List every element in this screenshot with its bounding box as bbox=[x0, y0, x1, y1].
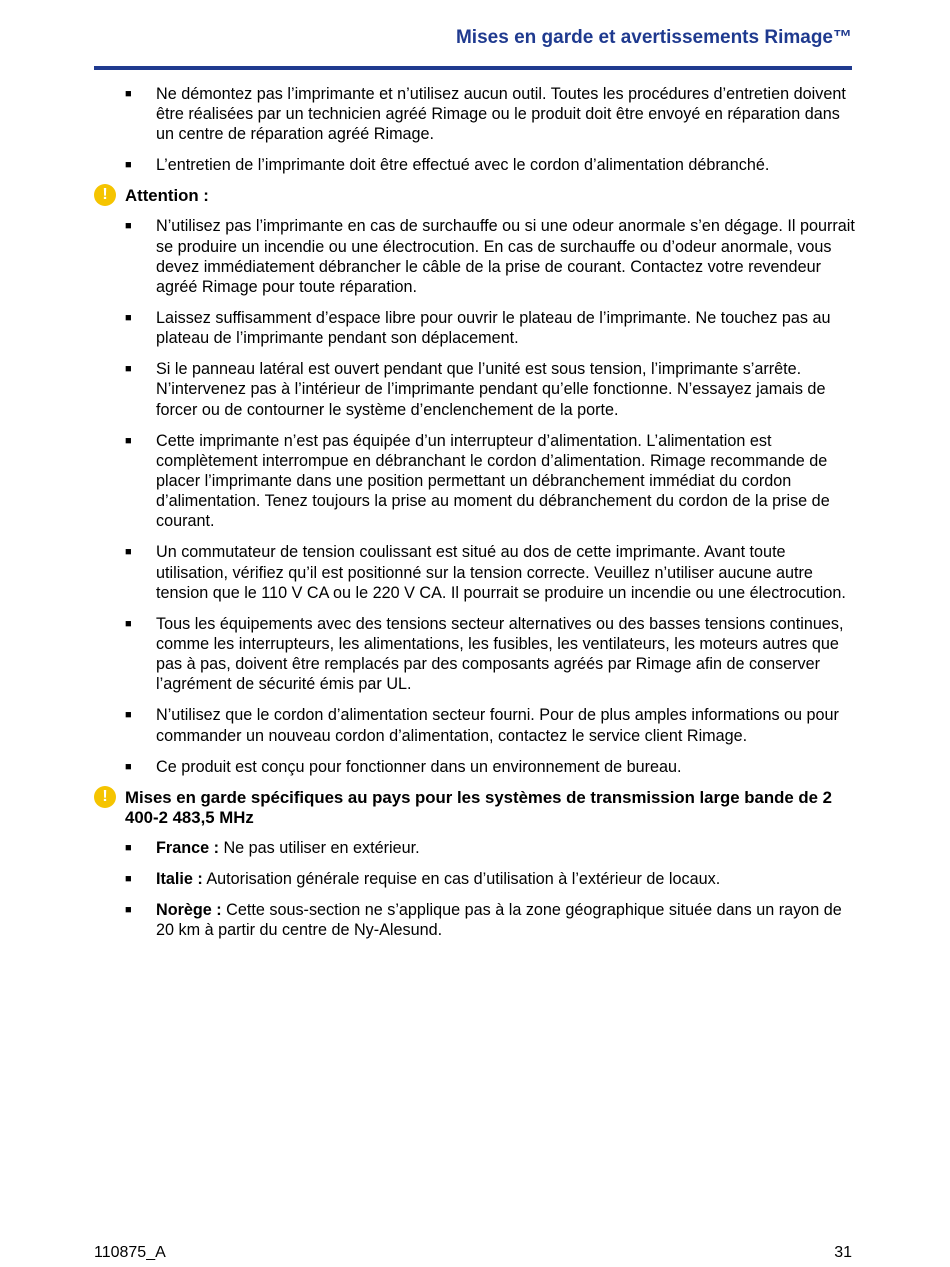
bullet-marker: ■ bbox=[125, 872, 132, 885]
bullet-marker: ■ bbox=[125, 617, 132, 630]
list-item bbox=[94, 869, 859, 889]
attention-heading-block bbox=[94, 186, 859, 206]
country-label: Italie : bbox=[156, 869, 203, 888]
bullet-marker: ■ bbox=[125, 312, 132, 325]
bullet-marker: ■ bbox=[125, 709, 132, 722]
bullet-marker: ■ bbox=[125, 363, 132, 376]
document-number: 110875_A bbox=[94, 1244, 166, 1261]
country-warnings-heading: Mises en garde spécifiques au pays pour les systèmes de transmission large bande de 2 400-2 483,5 MHz bbox=[125, 787, 832, 827]
list-item: ■ Laissez suffisamment d’espace libre pour ouvrir le plateau de l’imprimante. Ne touchez pas au plateau de l’imprimante pendant son déplacement. bbox=[125, 309, 831, 348]
warning-icon: ! bbox=[94, 786, 116, 808]
bullet-marker: ■ bbox=[125, 760, 132, 773]
list-item: ■ Ne démontez pas l’imprimante et n’utilisez aucun outil. Toutes les procédures d’entretien doivent être réalisées par un technicien agréé Rimage ou le produit doit être envoyé en réparation dans un centre de réparation agréé Rimage. bbox=[125, 85, 846, 144]
attention-bullet-list bbox=[94, 216, 859, 776]
list-item: ■ N’utilisez que le cordon d’alimentation secteur fourni. Pour de plus amples informations ou pour commander un nouveau cordon d’alimentation, contactez le service client Rimage. bbox=[125, 706, 839, 745]
country-label: France : bbox=[156, 838, 219, 857]
page-header-title: Mises en garde et avertissements Rimage™ bbox=[455, 27, 852, 48]
warning-icon: ! bbox=[94, 184, 116, 206]
list-item: ■ N’utilisez pas l’imprimante en cas de surchauffe ou si une odeur anormale s’en dégage. Il pourrait se produire un incendie ou une électrocution. En cas de surchauffe ou d’odeur anormale, vous devez immédiatement débrancher le câble de la prise de courant. Contactez votre revendeur agréé Rimage pour toute réparation. bbox=[125, 217, 855, 297]
list-item: ■ Cette imprimante n’est pas équipée d’un interrupteur d’alimentation. L’alimentation est complètement interrompue en débranchant le cordon d’alimentation. Rimage recommande de placer l’imprimante dans une position permettant un débranchement immédiat du cordon d’alimentation. Tenez toujours la prise au moment du débranchement du cordon de la prise de courant. bbox=[125, 431, 830, 531]
country-label: Norège : bbox=[156, 900, 222, 919]
bullet-marker: ■ bbox=[125, 88, 132, 100]
bullet-marker: ■ bbox=[125, 434, 132, 447]
attention-heading: Attention : bbox=[125, 186, 209, 206]
bullet-marker: ■ bbox=[125, 903, 132, 916]
bullet-marker: ■ bbox=[125, 159, 132, 172]
list-item: ■ Tous les équipements avec des tensions secteur alternatives ou des basses tensions continues, comme les interrupteurs, les alimentations, les fusibles, les ventilateurs, les moteurs autres que pas à pas, doivent être remplacés par des composants agréés par Rimage afin de conserver l’agrément de sécurité émis par UL. bbox=[125, 614, 844, 694]
header-rule bbox=[94, 66, 852, 70]
bullet-marker: ■ bbox=[125, 841, 132, 854]
list-item: ■ L’entretien de l’imprimante doit être effectué avec le cordon d’alimentation débranché. bbox=[125, 156, 770, 175]
list-item: ■ Un commutateur de tension coulissant est situé au dos de cette imprimante. Avant toute utilisation, vérifiez qu’il est positionné sur la tension correcte. Veuillez n’utiliser aucune autre tension que le 110 V CA ou le 220 V CA. Il pourrait se produire un incendie ou une électrocution. bbox=[125, 543, 846, 602]
country-text: Cette sous-section ne s’applique pas à la zone géographique située dans un rayon de 20 km à partir du centre de Ny-Alesund. bbox=[156, 900, 842, 939]
list-item: ■ Si le panneau latéral est ouvert pendant que l’unité est sous tension, l’imprimante s’arrête. N’intervenez pas à l’intérieur de l’imprimante pendant qu’elle fonctionne. N’essayez jamais de forcer ou de contourner le système d’enclenchement de la porte. bbox=[125, 360, 826, 419]
bullet-marker: ■ bbox=[125, 220, 132, 233]
country-bullet-list bbox=[94, 838, 859, 940]
list-item bbox=[94, 900, 859, 940]
list-item bbox=[94, 838, 859, 858]
page-content bbox=[94, 84, 859, 951]
country-text: Autorisation générale requise en cas d’utilisation à l’extérieur de locaux. bbox=[202, 869, 721, 888]
country-warnings-heading-block bbox=[94, 788, 859, 828]
bullet-marker: ■ bbox=[125, 546, 132, 559]
page-number: 31 bbox=[834, 1244, 852, 1261]
list-item: ■ Ce produit est conçu pour fonctionner dans un environnement de bureau. bbox=[125, 757, 682, 776]
country-text: Ne pas utiliser en extérieur. bbox=[218, 838, 420, 857]
intro-bullet-list bbox=[94, 84, 859, 176]
